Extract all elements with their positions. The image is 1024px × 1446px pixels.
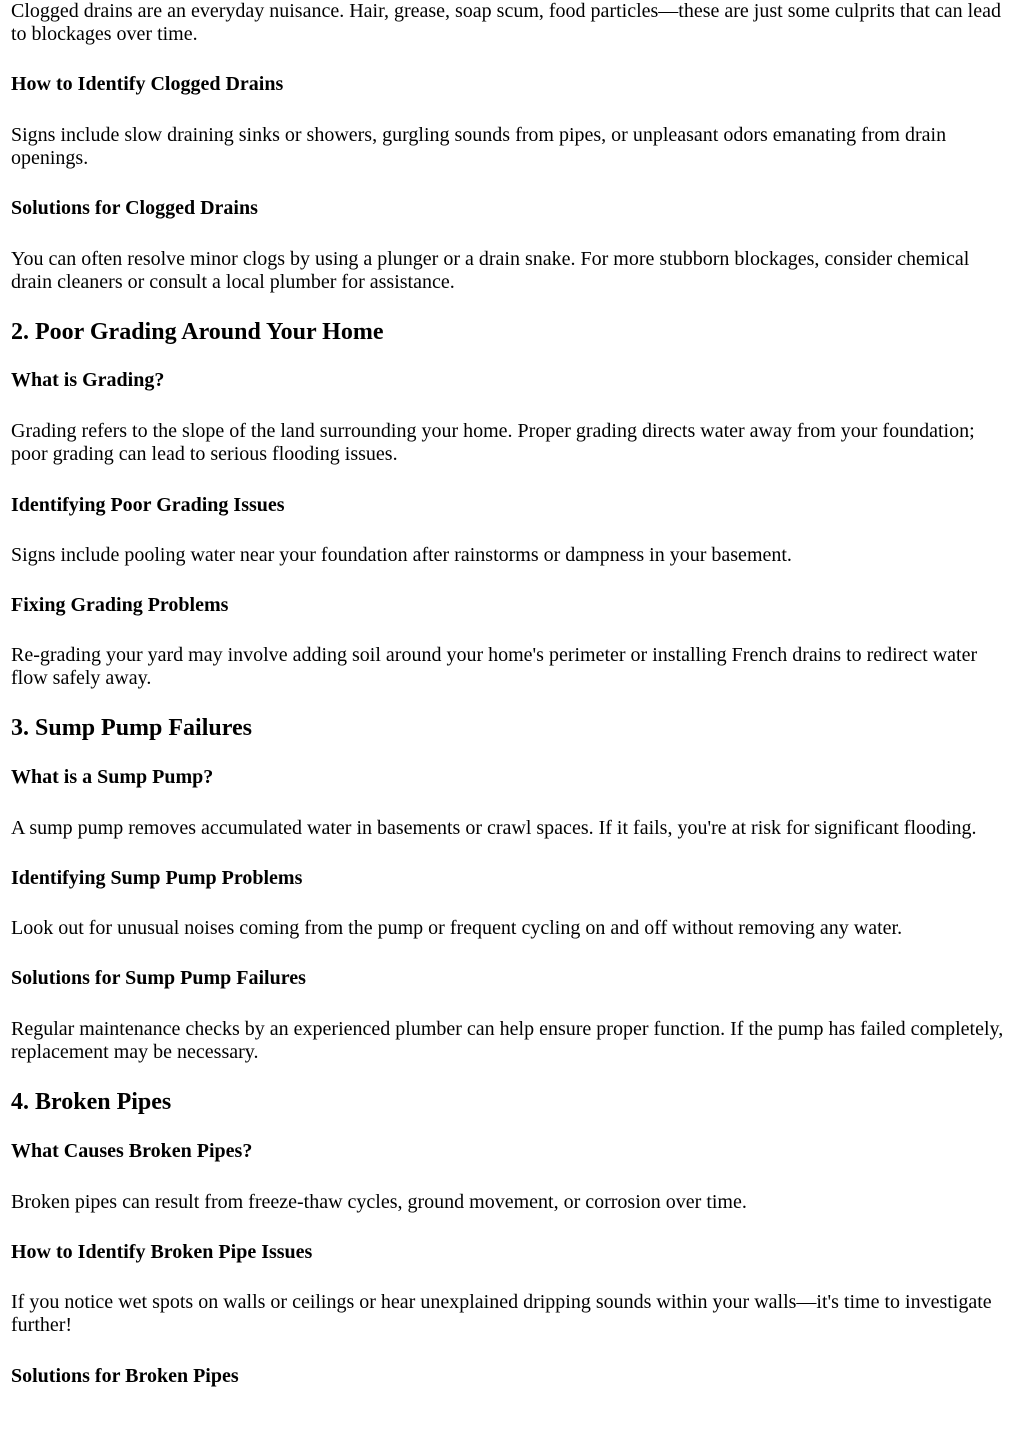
what-is-grading-text: Grading refers to the slope of the land surrounding your home. Proper grading directs water away from your foundation; poor grading can lead to serious flooding issues.	[11, 420, 975, 465]
sump-pump-solutions-heading: Solutions for Sump Pump Failures	[11, 967, 306, 989]
sump-pump-solutions-text: Regular maintenance checks by an experienced plumber can help ensure proper function. If the pump has failed completely, replacement may be necessary.	[11, 1018, 1004, 1063]
identify-grading-heading: Identifying Poor Grading Issues	[11, 494, 285, 516]
broken-pipes-heading: 4. Broken Pipes	[11, 1089, 172, 1115]
fix-grading-text: Re-grading your yard may involve adding soil around your home's perimeter or installing French drains to redirect water flow safely away.	[11, 644, 978, 689]
identify-clogged-drains-text: Signs include slow draining sinks or showers, gurgling sounds from pipes, or unpleasant odors emanating from drain openings.	[11, 124, 947, 169]
what-is-sump-pump-heading: What is a Sump Pump?	[11, 766, 214, 788]
identify-broken-pipes-text: If you notice wet spots on walls or ceilings or hear unexplained dripping sounds within your walls—it's time to investigate further!	[11, 1291, 992, 1336]
clogged-drains-solutions-heading: Solutions for Clogged Drains	[11, 197, 258, 219]
identify-sump-pump-heading: Identifying Sump Pump Problems	[11, 867, 303, 889]
identify-broken-pipes-heading: How to Identify Broken Pipe Issues	[11, 1241, 313, 1263]
what-is-grading-heading: What is Grading?	[11, 369, 165, 391]
poor-grading-heading: 2. Poor Grading Around Your Home	[11, 319, 384, 345]
identify-clogged-drains-heading: How to Identify Clogged Drains	[11, 73, 284, 95]
intro-paragraph: Clogged drains are an everyday nuisance. Hair, grease, soap scum, food particles—these are just some culprits that can lead to blockages over time.	[11, 0, 1001, 45]
clogged-drains-solutions-text: You can often resolve minor clogs by using a plunger or a drain snake. For more stubborn blockages, consider chemical drain cleaners or consult a local plumber for assistance.	[11, 248, 970, 293]
broken-pipes-solutions-heading: Solutions for Broken Pipes	[11, 1365, 239, 1387]
identify-grading-text: Signs include pooling water near your foundation after rainstorms or dampness in your basement.	[11, 544, 792, 566]
sump-pump-heading: 3. Sump Pump Failures	[11, 715, 252, 741]
broken-pipes-causes-heading: What Causes Broken Pipes?	[11, 1140, 253, 1162]
broken-pipes-causes-text: Broken pipes can result from freeze-thaw cycles, ground movement, or corrosion over time.	[11, 1191, 747, 1213]
fix-grading-heading: Fixing Grading Problems	[11, 594, 229, 616]
identify-sump-pump-text: Look out for unusual noises coming from the pump or frequent cycling on and off without removing any water.	[11, 917, 903, 939]
what-is-sump-pump-text: A sump pump removes accumulated water in basements or crawl spaces. If it fails, you're at risk for significant flooding.	[11, 817, 977, 839]
